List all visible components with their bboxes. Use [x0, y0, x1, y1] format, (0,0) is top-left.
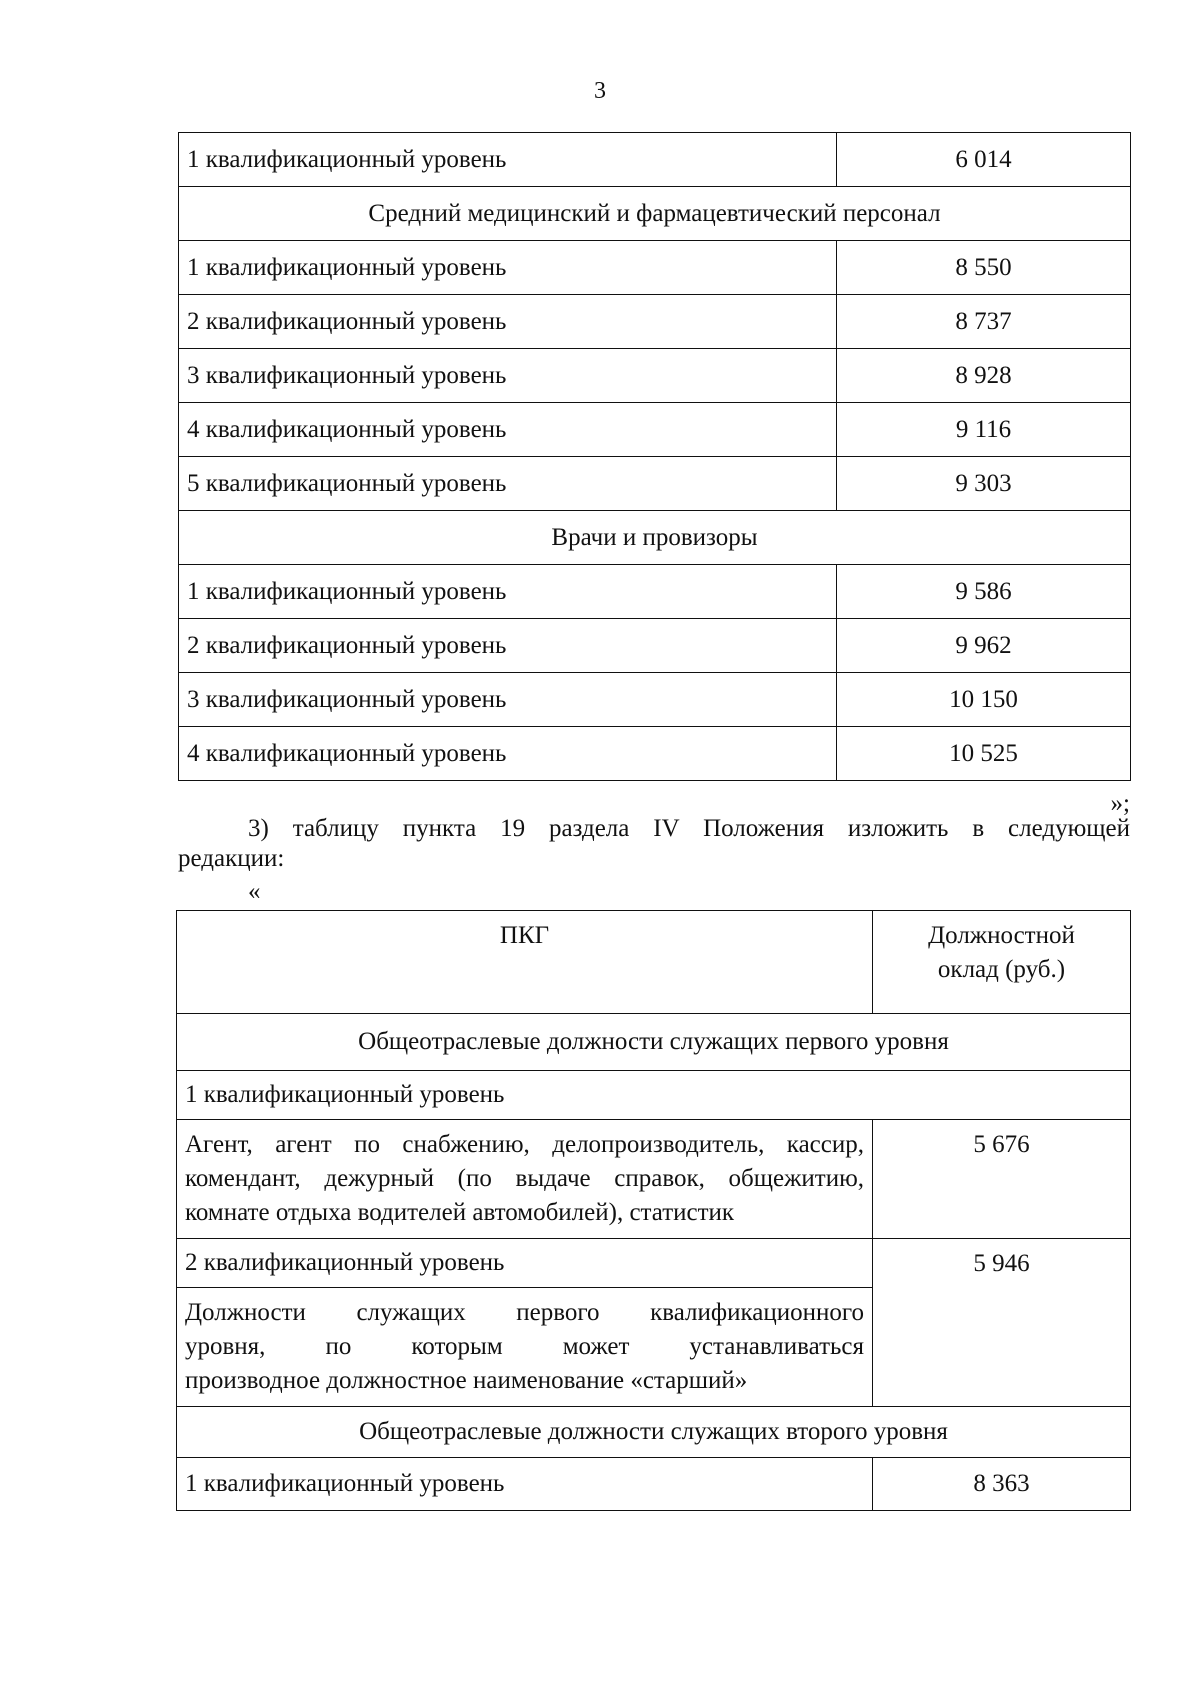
salary-value: 9 962 — [837, 619, 1131, 673]
level-label: 3 квалификационный уровень — [179, 673, 837, 727]
level-label: 4 квалификационный уровень — [179, 727, 837, 781]
salary-value: 9 303 — [837, 457, 1131, 511]
level-row — [177, 1071, 1131, 1120]
header-oklad-line: Должностной — [928, 922, 1075, 949]
header-oklad-line: оклад (руб.) — [937, 956, 1066, 983]
position-description — [177, 1288, 873, 1407]
table-row — [179, 727, 1131, 781]
salary-value: 9 586 — [837, 565, 1131, 619]
paragraph-line: 3) таблицу пункта 19 раздела IV Положения изложить в следующей — [248, 815, 1130, 842]
section-row — [179, 511, 1131, 565]
section-title: Общеотраслевые должности служащих второго уровня — [177, 1407, 1131, 1458]
opening-quote: « — [248, 878, 261, 905]
section-title: Общеотраслевые должности служащих первого уровня — [177, 1014, 1131, 1071]
description-line: производное должностное наименование «старший» — [185, 1367, 748, 1394]
salary-table-medical — [178, 132, 1131, 781]
level-label: 5 квалификационный уровень — [179, 457, 837, 511]
level-label: 2 квалификационный уровень — [179, 619, 837, 673]
salary-value: 5 676 — [873, 1120, 1131, 1239]
section-row — [177, 1014, 1131, 1071]
table-row — [179, 403, 1131, 457]
table-row — [179, 457, 1131, 511]
table-row — [177, 1120, 1131, 1239]
closing-quote: »; — [1110, 790, 1130, 817]
section-title: Врачи и провизоры — [179, 511, 1131, 565]
salary-value: 8 928 — [837, 349, 1131, 403]
salary-value: 10 150 — [837, 673, 1131, 727]
salary-value: 8 550 — [837, 241, 1131, 295]
description-line: уровня, по которым может устанавливаться — [185, 1333, 864, 1360]
section-title: Средний медицинский и фармацевтический персонал — [179, 187, 1131, 241]
table-row — [179, 349, 1131, 403]
description-line: Должности служащих первого квалификационного — [185, 1299, 864, 1326]
table-header-row — [177, 911, 1131, 1014]
amendment-paragraph — [178, 814, 1130, 874]
table-row — [179, 673, 1131, 727]
section-row — [179, 187, 1131, 241]
table-row — [179, 133, 1131, 187]
header-pkg: ПКГ — [177, 911, 873, 1014]
salary-value: 8 363 — [873, 1458, 1131, 1511]
level-row — [177, 1458, 1131, 1511]
level-label: 1 квалификационный уровень — [179, 565, 837, 619]
section-row — [177, 1407, 1131, 1458]
level-row — [177, 1239, 1131, 1288]
level-label: 2 квалификационный уровень — [177, 1239, 873, 1288]
table-row — [179, 241, 1131, 295]
level-label: 3 квалификационный уровень — [179, 349, 837, 403]
salary-value: 9 116 — [837, 403, 1131, 457]
salary-table-employees — [176, 910, 1131, 1511]
salary-value: 5 946 — [873, 1239, 1131, 1407]
level-label: 1 квалификационный уровень — [179, 133, 837, 187]
position-description: Агент, агент по снабжению, делопроизводитель, кассир, комендант, дежурный (по выдаче справок, общежитию, комнате отдыха водителей автомобилей), статистик — [177, 1120, 873, 1239]
paragraph-line: редакции: — [178, 845, 285, 872]
level-label: 1 квалификационный уровень — [179, 241, 837, 295]
page-number: 3 — [594, 78, 606, 104]
table-row — [179, 619, 1131, 673]
table-row — [179, 565, 1131, 619]
salary-value: 10 525 — [837, 727, 1131, 781]
level-label: 4 квалификационный уровень — [179, 403, 837, 457]
level-label: 1 квалификационный уровень — [177, 1071, 1131, 1120]
salary-value: 6 014 — [837, 133, 1131, 187]
salary-value: 8 737 — [837, 295, 1131, 349]
level-label: 1 квалификационный уровень — [177, 1458, 873, 1511]
level-label: 2 квалификационный уровень — [179, 295, 837, 349]
table-row — [179, 295, 1131, 349]
header-oklad — [873, 911, 1131, 1014]
